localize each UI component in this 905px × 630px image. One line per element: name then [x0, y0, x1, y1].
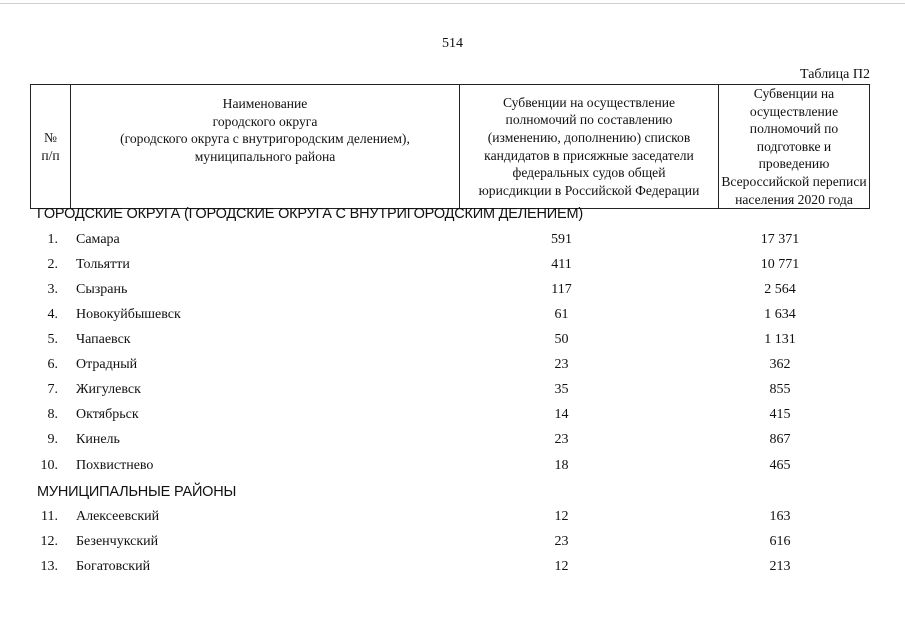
table-row — [0, 282, 905, 302]
page-edge — [0, 3, 905, 4]
row-value-jurors: 117 — [551, 282, 572, 297]
row-number: 1. — [47, 232, 58, 247]
row-name: Отрадный — [76, 357, 138, 372]
header-subvention-census: Субвенции на осуществление полномочий по подготовке и проведению Всероссийской переписи населения 2020 года — [719, 85, 870, 209]
row-value-jurors: 12 — [554, 559, 569, 574]
section-title-municipal-districts: МУНИЦИПАЛЬНЫЕ РАЙОНЫ — [37, 484, 237, 500]
row-name: Новокуйбышевск — [76, 307, 181, 322]
table-row — [0, 382, 905, 402]
row-number: 3. — [47, 282, 58, 297]
header-name: Наименование городского округа (городского округа с внутригородским делением), муниципального района — [71, 85, 460, 209]
table-row — [0, 307, 905, 327]
row-name: Самара — [76, 232, 120, 247]
row-name: Тольятти — [76, 257, 130, 272]
row-value-jurors: 14 — [554, 407, 569, 422]
row-value-jurors: 18 — [554, 458, 569, 473]
table-header — [30, 84, 870, 209]
table-row — [0, 257, 905, 277]
page-number: 514 — [442, 36, 463, 51]
row-name: Алексеевский — [76, 509, 160, 524]
row-name: Безенчукский — [76, 534, 159, 549]
row-value-census: 1 634 — [764, 307, 796, 322]
table-row — [0, 509, 905, 529]
row-value-census: 855 — [769, 382, 791, 397]
row-value-jurors: 35 — [554, 382, 569, 397]
row-number: 11. — [41, 509, 58, 524]
row-value-census: 616 — [769, 534, 791, 549]
row-number: 10. — [40, 458, 58, 473]
row-value-census: 2 564 — [764, 282, 796, 297]
row-name: Сызрань — [76, 282, 128, 297]
row-value-jurors: 23 — [554, 432, 569, 447]
row-value-jurors: 23 — [554, 534, 569, 549]
row-value-jurors: 12 — [554, 509, 569, 524]
table-label: Таблица П2 — [800, 67, 870, 82]
row-name: Похвистнево — [76, 458, 154, 473]
row-value-census: 465 — [769, 458, 791, 473]
row-name: Октябрьск — [76, 407, 139, 422]
row-value-census: 362 — [769, 357, 791, 372]
row-name: Жигулевск — [76, 382, 141, 397]
row-value-census: 1 131 — [764, 332, 796, 347]
table-row — [0, 458, 905, 478]
row-number: 8. — [47, 407, 58, 422]
table-row — [0, 534, 905, 554]
row-number: 13. — [40, 559, 58, 574]
row-value-census: 17 371 — [760, 232, 800, 247]
table-row — [0, 357, 905, 377]
row-value-census: 163 — [769, 509, 791, 524]
row-value-census: 415 — [769, 407, 791, 422]
table-row — [0, 559, 905, 579]
row-number: 5. — [47, 332, 58, 347]
row-number: 6. — [47, 357, 58, 372]
section-title-city-districts: ГОРОДСКИЕ ОКРУГА (ГОРОДСКИЕ ОКРУГА С ВНУТРИГОРОДСКИМ ДЕЛЕНИЕМ) — [37, 206, 583, 222]
row-value-jurors: 23 — [554, 357, 569, 372]
table-row — [0, 232, 905, 252]
table-row — [0, 432, 905, 452]
row-name: Кинель — [76, 432, 120, 447]
row-name: Чапаевск — [76, 332, 131, 347]
row-value-census: 213 — [769, 559, 791, 574]
row-value-jurors: 591 — [551, 232, 572, 247]
row-value-jurors: 50 — [554, 332, 569, 347]
row-name: Богатовский — [76, 559, 151, 574]
row-number: 2. — [47, 257, 58, 272]
row-value-census: 867 — [769, 432, 791, 447]
row-number: 9. — [47, 432, 58, 447]
row-value-census: 10 771 — [760, 257, 800, 272]
row-value-jurors: 411 — [551, 257, 572, 272]
row-number: 4. — [47, 307, 58, 322]
row-value-jurors: 61 — [554, 307, 569, 322]
row-number: 7. — [47, 382, 58, 397]
header-number: № п/п — [31, 85, 71, 209]
row-number: 12. — [40, 534, 58, 549]
table-row — [0, 407, 905, 427]
table-row — [0, 332, 905, 352]
header-subvention-jurors: Субвенции на осуществление полномочий по составлению (изменению, дополнению) списков кандидатов в присяжные заседатели федеральных судов общей юрисдикции в Российской Федерации — [460, 85, 719, 209]
